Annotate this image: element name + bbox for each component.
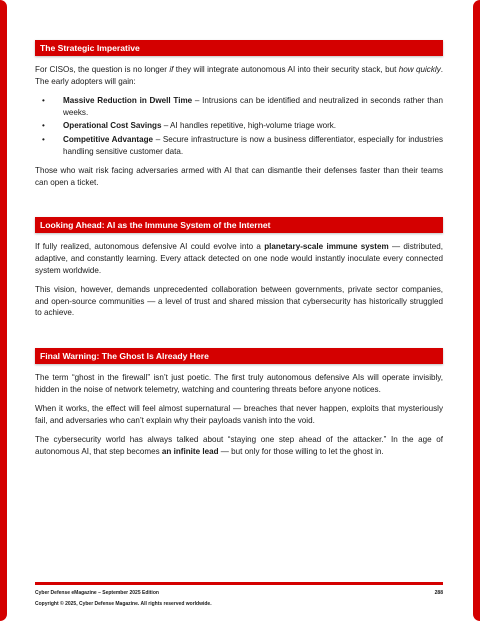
- section-heading: The Strategic Imperative: [35, 40, 443, 56]
- paragraph: The term “ghost in the firewall” isn’t just poetic. The first truly autonomous defensive AIs will operate invisibly, hidden in the noise of network telemetry, watching and countering threats before anyone notices.: [35, 372, 443, 394]
- section-strategic-imperative: [35, 40, 443, 188]
- paragraph: The cybersecurity world has always talked about “staying one step ahead of the attacker.” In the age of autonomous AI, that step becomes an infinite lead — but only for those willing to let the ghost in.: [35, 435, 443, 456]
- page-content: [35, 40, 443, 457]
- benefits-list: [35, 95, 443, 157]
- footer-divider: [35, 582, 443, 585]
- footer-copyright: Copyright © 2025, Cyber Defense Magazine. All rights reserved worldwide.: [35, 601, 212, 607]
- section-looking-ahead: [35, 217, 443, 319]
- paragraph: If fully realized, autonomous defensive AI could evolve into a planetary-scale immune system — distributed, adaptive, and constantly learning. Every attack detected on one node would instantly inoculate every connected system worldwide.: [35, 242, 443, 275]
- list-item: • Competitive Advantage – Secure infrastructure is now a business differentiator, especially for industries handling sensitive customer data.: [35, 134, 443, 157]
- section-heading: Final Warning: The Ghost Is Already Here: [35, 348, 443, 364]
- footer-publication: Cyber Defense eMagazine – September 2025 Edition 288: [35, 590, 443, 596]
- paragraph: When it works, the effect will feel almost supernatural — breaches that never happen, exploits that mysteriously fail, and adversaries who can’t explain why their payloads vanish into the void.: [35, 404, 443, 425]
- list-item: • Operational Cost Savings – AI handles repetitive, high-volume triage work.: [35, 120, 443, 132]
- paragraph: This vision, however, demands unprecedented collaboration between governments, private sector companies, and open-source communities — a level of trust and shared mission that cybersecurity has historically struggled to achieve.: [35, 285, 443, 318]
- left-red-edge: [0, 0, 7, 621]
- list-item: • Massive Reduction in Dwell Time – Intrusions can be identified and neutralized in seconds rather than weeks.: [35, 95, 443, 118]
- page-number: 288: [434, 590, 443, 596]
- right-red-edge: [473, 0, 480, 621]
- section-final-warning: [35, 348, 443, 458]
- paragraph: For CISOs, the question is no longer if they will integrate autonomous AI into their security stack, but how quickly. The early adopters will gain:: [35, 65, 443, 86]
- paragraph: Those who wait risk facing adversaries armed with AI that can dismantle their defenses faster than their teams can open a ticket.: [35, 166, 443, 187]
- section-heading: Looking Ahead: AI as the Immune System of the Internet: [35, 217, 443, 233]
